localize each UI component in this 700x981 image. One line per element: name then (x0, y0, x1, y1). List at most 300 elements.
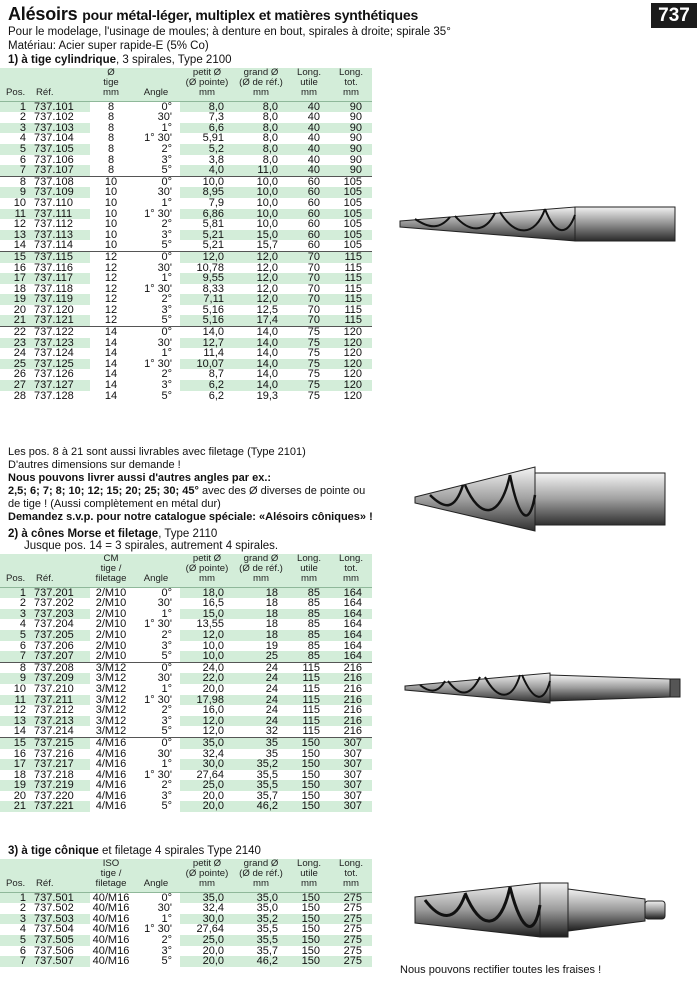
table-cell: 5,21 (180, 240, 234, 251)
table-row (0, 305, 372, 316)
table-cell: 30' (132, 338, 180, 349)
section-3-title (8, 845, 261, 858)
section-1-bold-note-1: Nous pouvons livrer aussi d'autres angles par ex.: (8, 472, 272, 484)
table-cell: 90 (330, 133, 372, 144)
table-cell: 3° (132, 305, 180, 316)
table-cell: 30' (132, 673, 180, 684)
table-section-2 (0, 554, 372, 812)
table-cell: 4/M16 (90, 749, 132, 760)
table-row (0, 198, 372, 209)
table-cell: 8,95 (180, 187, 234, 198)
column-header: petit Ø (Ø pointe) mm (180, 554, 234, 587)
column-header: grand Ø (Ø de réf.) mm (234, 859, 288, 892)
column-header: Réf. (30, 68, 90, 101)
table-cell: 14,0 (234, 348, 288, 359)
table-cell: 15 (0, 251, 30, 262)
table-cell: 70 (288, 294, 330, 305)
table-row (0, 263, 372, 274)
table-cell: 18 (234, 619, 288, 630)
table-cell: 737.119 (30, 294, 90, 305)
table-cell: 737.122 (30, 327, 90, 338)
section-1-title-bold: 1) à tige cylindrique (8, 54, 116, 66)
table-cell: 3/M12 (90, 673, 132, 684)
table-cell: 6,2 (180, 391, 234, 402)
table-cell: 150 (288, 749, 330, 760)
table-cell: 4,0 (180, 165, 234, 176)
table-cell: 4/M16 (90, 759, 132, 770)
table-cell: 30,0 (180, 914, 234, 925)
table-row (0, 112, 372, 123)
table-cell: 18 (234, 630, 288, 641)
table-cell: 737.128 (30, 391, 90, 402)
table-cell: 150 (288, 956, 330, 967)
column-header: Long. utile mm (288, 68, 330, 101)
table-cell: 2° (132, 705, 180, 716)
table-cell: 120 (330, 348, 372, 359)
table-cell: 5° (132, 801, 180, 812)
table-cell: 26 (0, 369, 30, 380)
table-cell: 1° (132, 273, 180, 284)
column-header: Long. tot. mm (330, 554, 372, 587)
page-title (8, 4, 418, 25)
table-cell: 737.112 (30, 219, 90, 230)
table-cell: 3/M12 (90, 726, 132, 737)
table-cell: 10,0 (180, 176, 234, 187)
table-header-row (0, 554, 372, 587)
table-cell: 4/M16 (90, 737, 132, 748)
table-cell: 2/M10 (90, 609, 132, 620)
table-cell: 27,64 (180, 770, 234, 781)
table-cell: 35,0 (234, 903, 288, 914)
table-cell: 8,0 (234, 144, 288, 155)
table-cell: 75 (288, 327, 330, 338)
table-cell: 12,7 (180, 338, 234, 349)
table-cell: 12,0 (234, 273, 288, 284)
table-cell: 737.215 (30, 737, 90, 748)
column-header: Long. utile mm (288, 554, 330, 587)
table-cell: 75 (288, 380, 330, 391)
column-header: Long. tot. mm (330, 859, 372, 892)
table-cell: 35,5 (234, 935, 288, 946)
table-cell: 35,5 (234, 770, 288, 781)
table-cell: 307 (330, 749, 372, 760)
table-cell: 0° (132, 327, 180, 338)
column-header: Réf. (30, 859, 90, 892)
section-1-bold-note-2 (8, 485, 365, 498)
table-cell: 0° (132, 892, 180, 903)
table-row (0, 770, 372, 781)
table-cell: 85 (288, 619, 330, 630)
table-row (0, 662, 372, 673)
table-cell: 5° (132, 165, 180, 176)
table-cell: 5° (132, 726, 180, 737)
table-row (0, 133, 372, 144)
table-cell: 3° (132, 230, 180, 241)
section-1-bold-note-4: Demandez s.v.p. pour notre catalogue spéciale: «Alésoirs côniques» ! (8, 511, 373, 523)
table-row (0, 369, 372, 380)
table-cell: 12,0 (234, 284, 288, 295)
table-cell: 5,81 (180, 219, 234, 230)
table-cell: 17,4 (234, 315, 288, 326)
table-cell: 737.202 (30, 598, 90, 609)
table-cell: 70 (288, 284, 330, 295)
table-cell: 737.221 (30, 801, 90, 812)
table-row (0, 176, 372, 187)
table-cell: 8 (0, 662, 30, 673)
table-cell: 16,5 (180, 598, 234, 609)
table-cell: 12,0 (180, 716, 234, 727)
table-cell: 8 (90, 133, 132, 144)
table-cell: 12,0 (180, 726, 234, 737)
table-cell: 2° (132, 144, 180, 155)
table-cell: 24 (234, 695, 288, 706)
table-cell: 12,0 (234, 251, 288, 262)
table-cell: 150 (288, 914, 330, 925)
table-cell: 737.109 (30, 187, 90, 198)
table-cell: 737.110 (30, 198, 90, 209)
table-cell: 3,8 (180, 155, 234, 166)
table-row (0, 348, 372, 359)
table-cell: 150 (288, 892, 330, 903)
column-header: ISO tige / filetage (90, 859, 132, 892)
table-cell: 150 (288, 946, 330, 957)
column-header: Pos. (0, 68, 30, 101)
table-cell: 12,0 (180, 251, 234, 262)
table-row (0, 892, 372, 903)
table-row (0, 219, 372, 230)
reamer-morse-cone-image-2 (400, 665, 685, 710)
angles-list-rest: avec des Ø diverses de pointe ou (198, 485, 366, 497)
section-1-note-3: de tige ! (Aussi complètement en métal dur) (8, 498, 221, 510)
table-cell: 6,2 (180, 380, 234, 391)
table-cell: 120 (330, 338, 372, 349)
table-cell: 12 (0, 705, 30, 716)
table-cell: 30,0 (180, 759, 234, 770)
table-row (0, 737, 372, 748)
table-cell: 307 (330, 780, 372, 791)
table-row (0, 123, 372, 134)
table-cell: 105 (330, 240, 372, 251)
table-cell: 7 (0, 165, 30, 176)
table-cell: 30' (132, 598, 180, 609)
table-cell: 10 (90, 198, 132, 209)
table-cell: 14 (90, 380, 132, 391)
table-cell: 35,2 (234, 759, 288, 770)
table-section-1 (0, 68, 372, 401)
table-cell: 3 (0, 123, 30, 134)
table-row (0, 791, 372, 802)
table-cell: 21 (0, 315, 30, 326)
table-cell: 32,4 (180, 903, 234, 914)
table-cell: 737.102 (30, 112, 90, 123)
table-cell: 40 (288, 133, 330, 144)
table-cell: 40 (288, 123, 330, 134)
table-cell: 14 (90, 359, 132, 370)
table-cell: 3° (132, 716, 180, 727)
table-cell: 35,0 (180, 892, 234, 903)
table-cell: 75 (288, 359, 330, 370)
table-cell: 12,0 (180, 630, 234, 641)
table-cell: 9 (0, 187, 30, 198)
table-row (0, 587, 372, 598)
table-row (0, 609, 372, 620)
table-cell: 16 (0, 749, 30, 760)
table-row (0, 619, 372, 630)
column-header: Angle (132, 68, 180, 101)
table-cell: 275 (330, 903, 372, 914)
table-cell: 275 (330, 892, 372, 903)
table-cell: 2/M10 (90, 619, 132, 630)
table-cell: 8 (90, 123, 132, 134)
table-cell: 216 (330, 716, 372, 727)
table-cell: 60 (288, 176, 330, 187)
table-cell: 4/M16 (90, 780, 132, 791)
table-cell: 8,7 (180, 369, 234, 380)
table-cell: 737.121 (30, 315, 90, 326)
table-cell: 3° (132, 791, 180, 802)
table-cell: 3/M12 (90, 684, 132, 695)
table-row (0, 209, 372, 220)
table-cell: 10,0 (234, 209, 288, 220)
table-cell: 3° (132, 380, 180, 391)
table-row (0, 935, 372, 946)
table-cell: 105 (330, 209, 372, 220)
table-cell: 737.506 (30, 946, 90, 957)
table-cell: 0° (132, 587, 180, 598)
table-cell: 150 (288, 759, 330, 770)
table-row (0, 801, 372, 812)
table-cell: 737.216 (30, 749, 90, 760)
table-cell: 12 (0, 219, 30, 230)
section-1-note-2: D'autres dimensions sur demande ! (8, 459, 181, 471)
table-cell: 40/M16 (90, 914, 132, 925)
table-cell: 35,0 (234, 892, 288, 903)
table-cell: 216 (330, 705, 372, 716)
table-cell: 164 (330, 641, 372, 652)
table-cell: 10 (0, 198, 30, 209)
table-cell: 9,55 (180, 273, 234, 284)
table-cell: 8 (90, 101, 132, 112)
table-cell: 12 (90, 263, 132, 274)
table-cell: 105 (330, 176, 372, 187)
table-cell: 150 (288, 791, 330, 802)
table-cell: 17 (0, 759, 30, 770)
table-row (0, 315, 372, 326)
table-cell: 6,86 (180, 209, 234, 220)
table-cell: 737.210 (30, 684, 90, 695)
table-cell: 32 (234, 726, 288, 737)
table-cell: 1° 30' (132, 924, 180, 935)
table-cell: 27 (0, 380, 30, 391)
table-cell: 40 (288, 155, 330, 166)
table-cell: 120 (330, 327, 372, 338)
table-cell: 14,0 (234, 369, 288, 380)
table-cell: 0° (132, 737, 180, 748)
table-row (0, 251, 372, 262)
table-cell: 30' (132, 749, 180, 760)
table-cell: 737.205 (30, 630, 90, 641)
table-row (0, 630, 372, 641)
table-row (0, 598, 372, 609)
table-cell: 2 (0, 112, 30, 123)
footer-caption: Nous pouvons rectifier toutes les fraises ! (400, 964, 602, 976)
table-row (0, 273, 372, 284)
table-cell: 737.207 (30, 651, 90, 662)
table-cell: 8 (90, 155, 132, 166)
table-cell: 737.505 (30, 935, 90, 946)
table-cell: 1° (132, 198, 180, 209)
table-cell: 2/M10 (90, 641, 132, 652)
table-cell: 1 (0, 892, 30, 903)
table-cell: 17,98 (180, 695, 234, 706)
section-1-note-1: Les pos. 8 à 21 sont aussi livrables avec filetage (Type 2101) (8, 446, 306, 458)
table-cell: 11,0 (234, 165, 288, 176)
table-row (0, 338, 372, 349)
table-cell: 46,2 (234, 801, 288, 812)
table-cell: 150 (288, 903, 330, 914)
table-cell: 10,0 (234, 198, 288, 209)
table-cell: 30' (132, 187, 180, 198)
table-cell: 737.503 (30, 914, 90, 925)
table-cell: 275 (330, 914, 372, 925)
table-cell: 737.101 (30, 101, 90, 112)
table-cell: 10 (90, 230, 132, 241)
table-cell: 2/M10 (90, 598, 132, 609)
table-cell: 40/M16 (90, 935, 132, 946)
table-cell: 1° (132, 348, 180, 359)
section-1-title-rest: , 3 spirales, Type 2100 (116, 54, 232, 66)
table-cell: 90 (330, 155, 372, 166)
table-cell: 35,7 (234, 946, 288, 957)
table-cell: 5,16 (180, 305, 234, 316)
table-cell: 70 (288, 263, 330, 274)
table-cell: 5 (0, 935, 30, 946)
table-row (0, 914, 372, 925)
table-row (0, 240, 372, 251)
table-cell: 12 (90, 315, 132, 326)
table-cell: 307 (330, 801, 372, 812)
table-cell: 7,11 (180, 294, 234, 305)
table-cell: 1° 30' (132, 209, 180, 220)
table-cell: 14 (0, 240, 30, 251)
table-cell: 7 (0, 651, 30, 662)
table-cell: 737.217 (30, 759, 90, 770)
table-cell: 20 (0, 305, 30, 316)
table-cell: 4 (0, 133, 30, 144)
table-cell: 150 (288, 770, 330, 781)
table-row (0, 187, 372, 198)
table-cell: 164 (330, 598, 372, 609)
page-number-badge: 737 (651, 3, 697, 28)
table-cell: 150 (288, 780, 330, 791)
table-cell: 115 (288, 726, 330, 737)
table-cell: 307 (330, 770, 372, 781)
table-cell: 46,2 (234, 956, 288, 967)
table-cell: 3/M12 (90, 662, 132, 673)
table-row (0, 780, 372, 791)
table-cell: 5° (132, 956, 180, 967)
table-row (0, 651, 372, 662)
table-cell: 19 (0, 780, 30, 791)
table-cell: 737.127 (30, 380, 90, 391)
table-cell: 5,21 (180, 230, 234, 241)
table-cell: 115 (330, 263, 372, 274)
table-cell: 22 (0, 327, 30, 338)
table-cell: 275 (330, 956, 372, 967)
table-cell: 12 (90, 284, 132, 295)
table-cell: 10,0 (180, 651, 234, 662)
table-cell: 5° (132, 651, 180, 662)
table-cell: 737.123 (30, 338, 90, 349)
table-cell: 3 (0, 609, 30, 620)
table-cell: 24 (234, 705, 288, 716)
table-cell: 2° (132, 369, 180, 380)
table-cell: 20,0 (180, 801, 234, 812)
table-cell: 14,0 (234, 380, 288, 391)
table-cell: 164 (330, 630, 372, 641)
table-row (0, 230, 372, 241)
table-cell: 19 (234, 641, 288, 652)
table-cell: 8 (0, 176, 30, 187)
table-cell: 5,2 (180, 144, 234, 155)
table-cell: 19,3 (234, 391, 288, 402)
table-cell: 216 (330, 662, 372, 673)
table-cell: 18 (0, 770, 30, 781)
section-2-subnote: Jusque pos. 14 = 3 spirales, autrement 4 spirales. (24, 540, 279, 552)
table-cell: 5° (132, 391, 180, 402)
table-cell: 2° (132, 219, 180, 230)
table-cell: 20,0 (180, 684, 234, 695)
table-cell: 16,0 (180, 705, 234, 716)
table-cell: 8,0 (180, 101, 234, 112)
column-header: Angle (132, 859, 180, 892)
table-cell: 60 (288, 219, 330, 230)
table-cell: 164 (330, 619, 372, 630)
table-row (0, 327, 372, 338)
table-row (0, 903, 372, 914)
table-cell: 164 (330, 609, 372, 620)
table-cell: 40/M16 (90, 892, 132, 903)
table-cell: 40 (288, 112, 330, 123)
column-header: CM tige / filetage (90, 554, 132, 587)
table-row (0, 101, 372, 112)
table-cell: 60 (288, 187, 330, 198)
table-cell: 737.114 (30, 240, 90, 251)
table-cell: 115 (330, 284, 372, 295)
table-cell: 3 (0, 914, 30, 925)
table-cell: 120 (330, 380, 372, 391)
table-cell: 120 (330, 359, 372, 370)
table-cell: 105 (330, 187, 372, 198)
table-cell: 737.113 (30, 230, 90, 241)
table-cell: 11 (0, 695, 30, 706)
table-cell: 6 (0, 946, 30, 957)
table-cell: 85 (288, 641, 330, 652)
table-cell: 737.124 (30, 348, 90, 359)
table-row (0, 956, 372, 967)
table-cell: 1° 30' (132, 695, 180, 706)
table-cell: 164 (330, 651, 372, 662)
table-cell: 275 (330, 935, 372, 946)
table-cell: 307 (330, 759, 372, 770)
table-row (0, 946, 372, 957)
table-cell: 20,0 (180, 956, 234, 967)
table-cell: 737.204 (30, 619, 90, 630)
table-cell: 60 (288, 240, 330, 251)
table-cell: 737.201 (30, 587, 90, 598)
table-cell: 11,4 (180, 348, 234, 359)
table-cell: 737.107 (30, 165, 90, 176)
